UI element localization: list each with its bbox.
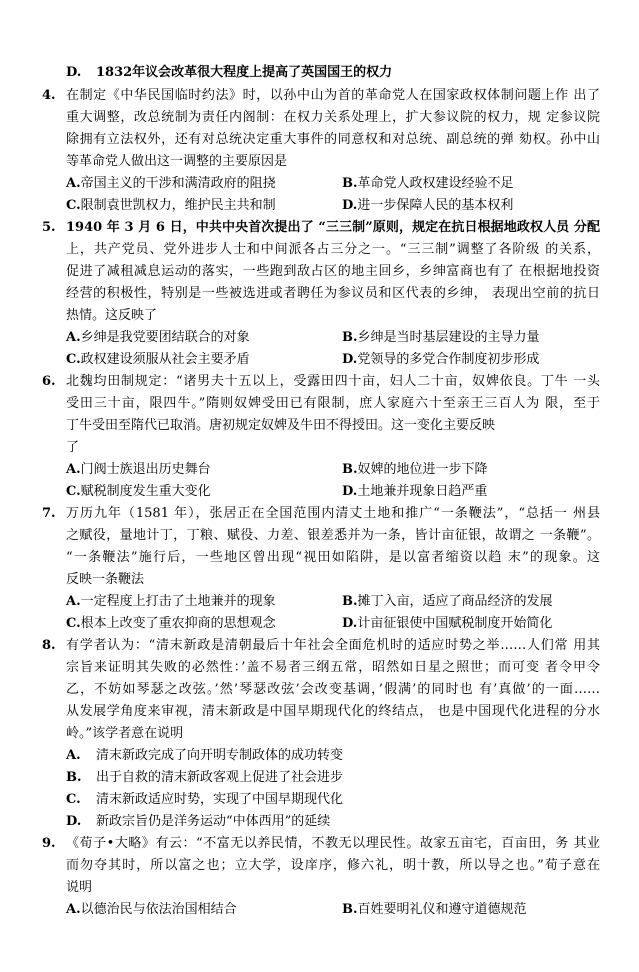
question-text-line: 而勿夺其时，所以富之也；立大学，设庠序，修六礼，明十教，所以导之也。”荀子意在 bbox=[66, 858, 600, 873]
option-a[interactable]: A. 清末新政完成了向开明专制政体的成功转变 bbox=[66, 748, 344, 763]
question-text-line: 岭。”该学者意在说明 bbox=[66, 726, 184, 741]
option-c[interactable]: C.政权建设须服从社会主要矛盾 bbox=[66, 352, 250, 367]
question-text-line: 《荀子•大略》有云：“不富无以养民情，不教无以理民性。故家五亩宅，百亩田，务 其业 bbox=[66, 836, 600, 851]
question-text-line: 在制定《中华民国临时约法》时，以孙中山为首的革命党人在国家政权体制问题上作 出了 bbox=[66, 88, 600, 103]
question-text-line: 受田三十亩，限四牛。”隋则奴婢受田已有限制，庶人家庭六十至亲王三百人为 限，至于 bbox=[66, 396, 600, 411]
option-d[interactable]: D.土地兼并现象日趋严重 bbox=[342, 484, 488, 499]
question-number: 6. bbox=[42, 374, 56, 389]
option-c[interactable]: C.限制袁世凯权力，维护民主共和制 bbox=[66, 198, 276, 213]
question-text-line: 说明 bbox=[66, 880, 93, 895]
question-text-line: 促进了减租减息运动的落实，一些跑到敌占区的地主回乡，乡绅富商也有了 在根据地投资 bbox=[66, 264, 600, 279]
question-number: 8. bbox=[42, 638, 56, 653]
question-number: 4. bbox=[42, 88, 56, 103]
option-d[interactable]: D. 新政宗旨仍是洋务运动“中体西用”的延续 bbox=[66, 814, 331, 829]
option-c[interactable]: C. 清末新政适应时势，实现了中国早期现代化 bbox=[66, 792, 344, 807]
question-text-line: 丁牛受田至隋代已取消。唐初规定奴婢及牛田不得授田。这一变化主要反映 bbox=[66, 418, 496, 433]
option-a[interactable]: A.帝国主义的干涉和满清政府的阻挠 bbox=[66, 176, 276, 191]
question-text-line: “一条鞭法”施行后，一些地区曾出现“视田如陷阱，是以富者缩资以趋 末”的现象。这 bbox=[66, 550, 600, 565]
option-b[interactable]: B.百姓要明礼仪和遵守道德规范 bbox=[342, 902, 527, 917]
option-b[interactable]: B.奴婢的地位进一步下降 bbox=[342, 462, 488, 477]
option-b[interactable]: B.摊丁入亩，适应了商品经济的发展 bbox=[342, 594, 553, 609]
question-text-line: 上，共产党员、党外进步人士和中间派各占三分之一。“三三制”调整了各阶级 的关系， bbox=[66, 242, 600, 257]
question-text-line: 热情。这反映了 bbox=[66, 308, 158, 323]
question-number: 5. bbox=[42, 220, 56, 235]
option-c[interactable]: C.赋税制度发生重大变化 bbox=[66, 484, 211, 499]
question-text-line: 等革命党人做出这一调整的主要原因是 bbox=[66, 154, 288, 169]
option-text: 1832年议会改革很大程度上提高了英国国王的权力 bbox=[96, 65, 393, 80]
option-b[interactable]: B. 出于自救的清末新政客观上促进了社会进步 bbox=[66, 770, 344, 785]
question-text-line: 万历九年（1581 年），张居正在全国范围内清丈土地和推广“一条鞭法”，“总括一 州县 bbox=[66, 506, 600, 521]
option-d[interactable]: D.计亩征银使中国赋税制度开始简化 bbox=[342, 616, 553, 631]
option-a[interactable]: A.乡绅是我党要团结联合的对象 bbox=[66, 330, 250, 345]
question-number: 7. bbox=[42, 506, 56, 521]
option-d[interactable]: D.党领导的多党合作制度初步形成 bbox=[342, 352, 540, 367]
option-b[interactable]: B.革命党人政权建设经验不足 bbox=[342, 176, 514, 191]
question-number: 9. bbox=[42, 836, 56, 851]
question-text-line: 了 bbox=[66, 440, 80, 455]
question-text-line: 经营的积极性，特别是一些被选进或者聘任为参议员和区代表的乡绅， 表现出空前的抗日 bbox=[66, 286, 600, 301]
question-text-line: 乙，不妨如琴瑟之改弦。’然’琴瑟改弦’会改变基调，’假满’的同时也 有’真做’的一面…… bbox=[66, 682, 600, 697]
question-text-line: 宗旨来证明其失败的必然性：’盖不易者三纲五常，昭然如日星之照世；而可变 者令甲令 bbox=[66, 660, 600, 675]
option-a[interactable]: A.门阀士族退出历史舞台 bbox=[66, 462, 211, 477]
option-a[interactable]: A.一定程度上打击了土地兼并的现象 bbox=[66, 594, 276, 609]
question-text-line: 有学者认为：“清末新政是清朝最后十年社会全面危机时的适应时势之举……人们常 用其 bbox=[66, 638, 600, 653]
question-text-line: 反映一条鞭法 bbox=[66, 572, 145, 587]
question-text-line: 除拥有立法权外，还有对总统决定重大事件的同意权和对总统、副总统的弹 劾权。孙中山 bbox=[66, 132, 600, 147]
option-label: D. bbox=[66, 65, 82, 80]
question-text-line: 北魏均田制规定：“诸男夫十五以上，受露田四十亩，妇人二十亩，奴婢依良。丁牛 一头 bbox=[66, 374, 600, 389]
option-d[interactable]: D.进一步保障人民的基本权利 bbox=[342, 198, 514, 213]
question-text-line: 重大调整，改总统制为责任内阁制：在权力关系处理上，扩大参议院的权力，规 定参议院 bbox=[66, 110, 600, 125]
question-text-line: 之赋役，量地计丁，丁粮、赋役、力差、银差悉并为一条，皆计亩征银，故谓之 一条鞭”。 bbox=[66, 528, 600, 543]
question-text-line: 1940 年 3 月 6 日，中共中央首次提出了 “三三制”原则，规定在抗日根据地政权人员 分配 bbox=[66, 220, 600, 235]
option-c[interactable]: C.根本上改变了重农抑商的思想观念 bbox=[66, 616, 276, 631]
question-text-line: 从发展学角度来审视，清末新政是中国早期现代化的终结点， 也是中国现代化进程的分水 bbox=[66, 704, 600, 719]
option-a[interactable]: A.以德治民与依法治国相结合 bbox=[66, 902, 237, 917]
option-b[interactable]: B.乡绅是当时基层建设的主导力量 bbox=[342, 330, 540, 345]
